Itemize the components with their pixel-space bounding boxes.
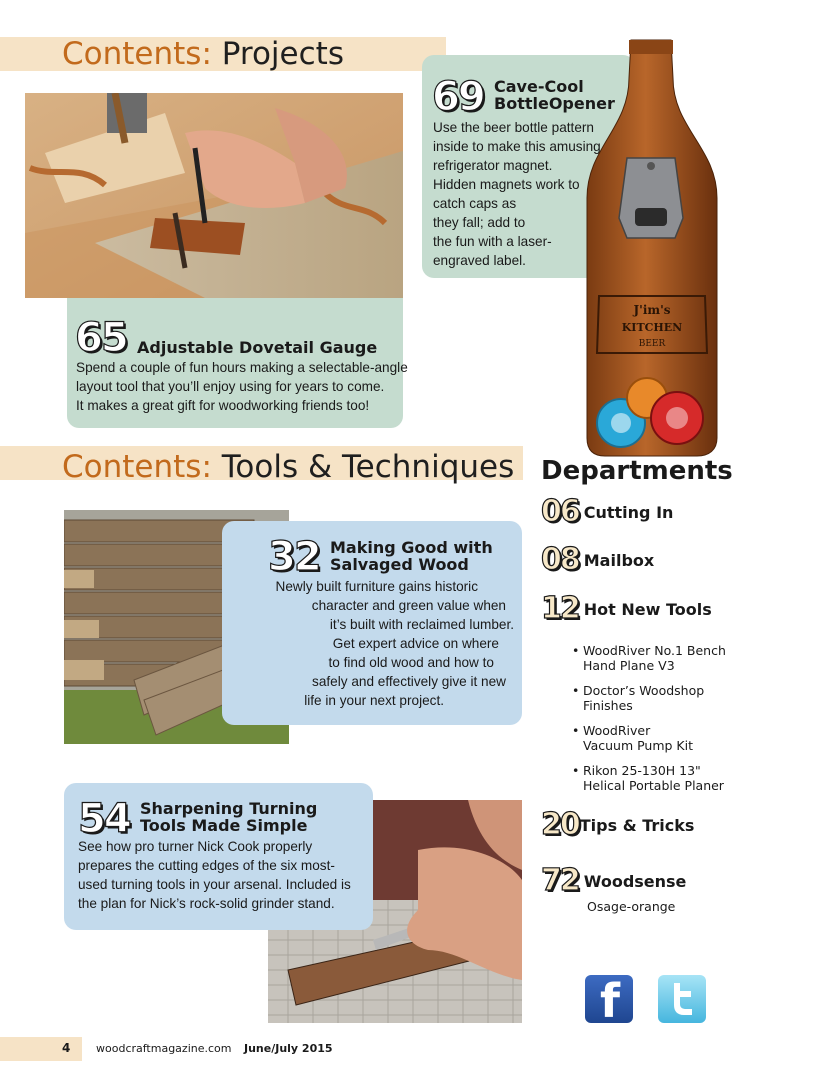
projects-heading-accent: Contents: [62,36,212,72]
page-number: 4 [62,1041,71,1055]
facebook-icon[interactable] [585,974,633,1028]
tool-title-sharpening: Sharpening Turning Tools Made Simple [140,799,318,835]
project-desc-bottle-opener: Use the beer bottle pattern inside to make this amusing refrigerator magnet. Hidden magnets work to catch caps as they fall; add to the fun with a laser- engraved label. [433,120,601,268]
dept-label: Woodsense [583,871,687,891]
dept-number: 12 [541,591,579,626]
page-footer [0,1037,824,1061]
tool-desc-sharpening: See how pro turner Nick Cook properly prepares the cutting edges of the six most- used turning tools in your arsenal. Included is the plan for Nick’s rock-solid grinder stand. [78,839,351,911]
bottle-label-text-1: J'im's [633,303,671,317]
dept-label: Cutting In [583,502,674,522]
dept-label: Mailbox [583,550,655,570]
projects-banner [0,37,446,71]
dept-item-woodsense[interactable] [541,863,687,898]
dept-label: Tips & Tricks [579,815,695,835]
tool-number-32: 32 [268,534,320,580]
dept-item-cutting-in[interactable] [541,494,674,529]
dovetail-gauge-photo [25,93,403,298]
project-title-bottle-opener: Cave-Cool BottleOpener [494,77,615,113]
project-desc-dovetail-gauge: Spend a couple of fun hours making a selectable-angle layout tool that you’ll enjoy using for years to come. It makes a great gift for woodworking friends too! [76,360,408,413]
tool-card-sharpening[interactable] [64,783,373,930]
dept-item-hot-new-tools[interactable] [541,591,712,626]
tools-heading-accent: Contents: [62,449,212,485]
project-number-69: 69 [432,74,484,120]
dept-label: Hot New Tools [583,599,712,619]
project-number-65: 65 [75,315,127,361]
dept-number: 06 [541,494,579,529]
list-item: • Doctor’s Woodshop Finishes [572,683,792,713]
tools-heading: Tools & Techniques [221,449,515,485]
facebook-glyph: f [600,974,621,1028]
twitter-icon[interactable] [658,975,706,1023]
dept-item-tips-tricks[interactable] [541,807,695,842]
hot-new-tools-list [572,643,792,803]
dept-number: 08 [541,542,579,577]
bottle-label-text-3: BEER [638,339,666,349]
footer-site[interactable]: woodcraftmagazine.com [96,1042,232,1055]
tools-banner [0,446,523,485]
list-item: • WoodRiver Vacuum Pump Kit [572,723,792,753]
tool-title-salvaged-wood: Making Good with Salvaged Wood [330,538,493,574]
dept-item-mailbox[interactable] [541,542,655,577]
project-title-dovetail-gauge: Adjustable Dovetail Gauge [137,338,378,357]
dept-number: 20 [541,807,579,842]
projects-heading: Projects [221,36,344,72]
footer-issue: June/July 2015 [244,1042,333,1055]
woodsense-subtitle: Osage-orange [587,899,676,914]
bottle-label-text-2: KITCHEN [621,321,683,334]
tool-card-salvaged-wood[interactable] [222,521,522,725]
bottle-opener-photo [585,38,720,458]
list-item: • WoodRiver No.1 Bench Hand Plane V3 [572,643,792,673]
dept-number: 72 [541,863,579,898]
tool-desc-salvaged-wood: Newly built furniture gains historic character and green value when it’s built with reclaimed lumber. Get expert advice on where to find old wood and how to safely and effectively give it new life in your next project. [275,579,514,708]
tool-number-54: 54 [78,796,130,842]
list-item: • Rikon 25-130H 13" Helical Portable Planer [572,763,792,793]
departments-heading: Departments [541,456,733,486]
project-card-dovetail-gauge[interactable] [67,298,408,428]
